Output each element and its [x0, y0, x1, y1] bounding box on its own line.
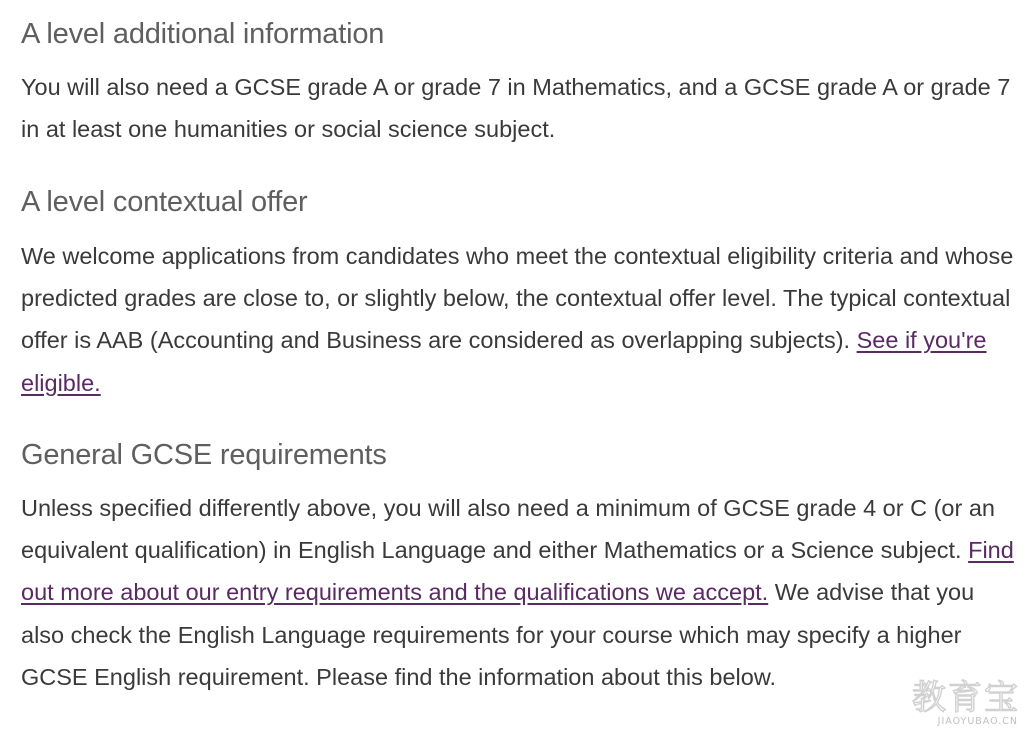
contextual-offer-text: We welcome applications from candidates who meet the contextual eligibility criteria and whose predicted grades are close to, or slightly below, the contextual offer level. The typical contextual offer is AAB (Accounting and Business are considered as overlapping subjects).	[21, 243, 1014, 354]
section-text-gcse-requirements	[21, 487, 1021, 698]
eligibility-link[interactable]: See if you're eligible.	[21, 327, 987, 396]
gcse-text-after-link: We advise that you also check the English Language requirements for your course which may specify a higher GCSE English requirement. Please find the information about this below.	[21, 579, 975, 690]
section-heading-additional-information: A level additional information	[21, 18, 385, 50]
gcse-text-before-link: Unless specified differently above, you will also need a minimum of GCSE grade 4 or C (or an equivalent qualification) in English Language and either Mathematics or a Science subject.	[21, 495, 995, 564]
watermark-logo	[904, 678, 1020, 728]
section-heading-gcse-requirements: General GCSE requirements	[21, 439, 387, 471]
section-text-additional-information	[21, 66, 1021, 150]
section-text-contextual-offer	[21, 235, 1021, 404]
entry-requirements-link[interactable]: Find out more about our entry requirements and the qualifications we accept.	[21, 537, 1014, 606]
watermark-chinese-text: 教育宝	[912, 678, 1020, 718]
additional-information-text: You will also need a GCSE grade A or grade 7 in Mathematics, and a GCSE grade A or grade 7 in at least one humanities or social science subject.	[21, 74, 1011, 143]
watermark-latin-text: JIAOYUBAO.CN	[937, 716, 1018, 727]
section-heading-contextual-offer: A level contextual offer	[21, 186, 308, 218]
